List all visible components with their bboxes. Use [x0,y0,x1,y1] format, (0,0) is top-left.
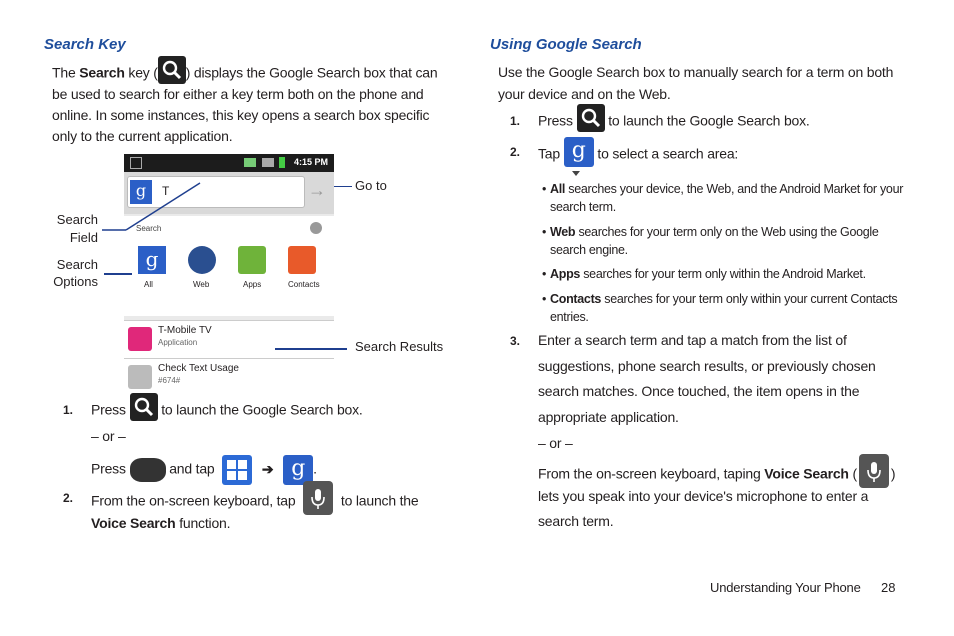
paragraph-line [52,64,437,84]
settings-icon[interactable] [310,222,322,234]
contacts-option-icon[interactable] [288,246,316,274]
footer-section: Understanding Your Phone [710,580,861,595]
callout-search-options-2: Options [53,274,98,289]
callout-line [334,186,352,187]
or-separator: – or – [538,435,573,451]
section-heading-using-google-search: Using Google Search [490,36,642,53]
callout-line [275,348,347,350]
bold-text: Voice Search [91,515,176,531]
apps-grid-icon [222,455,252,485]
text: ) displays the Google Search box that can [185,64,438,81]
text: search engine. [550,243,628,257]
text: Press [538,112,573,129]
text: and tap [169,460,215,477]
paragraph-line: online. In some instances, this key opens a search box specific [52,107,430,123]
step-text [91,489,418,515]
arrow-icon: ➔ [261,460,274,477]
step-number: 1. [63,403,74,417]
tmobile-tv-icon [128,327,152,351]
text: Press [91,460,126,477]
bold-text: Search [79,64,125,81]
bars-icon [262,158,274,167]
google-g-icon: g [564,137,594,167]
step-text [538,112,810,132]
callout-search-results: Search Results [355,339,444,354]
bullet-icon: • [542,292,547,306]
callout-search-field-2: Field [69,230,98,245]
all-option-icon[interactable]: g [138,246,166,274]
result-title: T-Mobile TV [158,325,212,336]
text: searches for your term only within your current Contacts [601,292,898,306]
callout-search-field-1: Search [56,212,98,227]
search-result[interactable] [124,358,334,396]
bullet-icon: • [542,182,547,196]
status-bar [124,154,334,172]
step-text [91,401,363,421]
paragraph-line: only to the current application. [52,128,233,144]
paragraph-line: be used to search for either a key term both on the phone and [52,86,424,102]
text: searches your device, the Web, and the Android Market for your [565,182,904,196]
step-text: search matches. Once touched, the item opens in the [538,383,860,399]
step-number: 3. [510,334,521,348]
bullet-term: All [550,182,566,196]
text: Tap [538,145,560,162]
android-icon [128,365,152,389]
text: key ( [124,64,158,81]
step-text: search term. [538,513,614,529]
or-separator: – or – [91,428,126,444]
notification-icon [130,157,142,169]
text: The [52,64,80,81]
step-text: Enter a search term and tap a match from the list of [538,332,847,348]
text: From the on-screen keyboard, tap [91,492,296,509]
option-label-web: Web [193,280,210,289]
panel-label: Search [136,224,162,233]
paragraph-line: your device and on the Web. [498,86,671,102]
step-number: 2. [510,145,521,159]
bullet-item [542,265,910,283]
text: ) [890,465,896,482]
text: to launch the Google Search box. [608,112,810,129]
step-text [91,455,317,485]
text: function. [175,515,231,531]
step-number: 2. [63,491,74,505]
go-arrow-icon[interactable]: → [308,180,326,200]
google-g-icon[interactable]: g [130,180,152,204]
bullet-term: Apps [550,267,581,281]
text: searches for your term only within the Android Market. [580,267,866,281]
text: search term. [550,200,616,214]
section-heading-search-key: Search Key [44,36,126,53]
result-title: Check Text Usage [158,363,239,374]
paragraph-line: Use the Google Search box to manually search for a term on both [498,64,894,80]
callout-line [104,273,132,275]
page-number: 28 [881,580,896,595]
step-text [91,515,230,531]
callout-search-options-1: Search [56,257,98,272]
text: From the on-screen keyboard, taping [538,465,765,482]
bullet-item [542,223,910,259]
text: searches for your term only on the Web using the Google [575,225,879,239]
apps-option-icon[interactable] [238,246,266,274]
bullet-item [542,290,910,326]
web-option-icon[interactable] [188,246,216,274]
signal-icon [244,158,256,167]
result-subtitle: Application [158,338,198,347]
text: ( [848,465,857,482]
search-key-icon [158,56,186,84]
callout-go-to: Go to [355,178,387,193]
text: Press [91,401,126,418]
bold-text: Voice Search [764,465,849,482]
step-text: appropriate application. [538,409,679,425]
bullet-term: Web [550,225,576,239]
step-number: 1. [510,114,521,128]
bullet-term: Contacts [550,292,602,306]
option-label-contacts: Contacts [288,280,320,289]
bullet-item [542,180,910,216]
search-key-icon [130,393,158,421]
step-text: lets you speak into your device's microphone to enter a [538,488,869,504]
google-g-icon: g [283,455,313,485]
microphone-icon [859,454,889,488]
search-query: T [162,184,170,198]
step-text [538,138,739,167]
result-subtitle: #674# [158,376,181,385]
text: to select a search area: [597,145,739,162]
step-text [538,462,895,488]
microphone-icon [303,481,333,515]
option-label-all: All [144,280,153,289]
search-result[interactable] [124,320,334,359]
step-text: suggestions, phone search results, or previously chosen [538,358,876,374]
search-key-icon [577,104,605,132]
text: . [313,460,317,477]
text: to launch the [340,492,419,509]
callout-line-search-field [100,180,204,232]
battery-icon [279,157,285,168]
clock: 4:15 PM [294,157,329,167]
bullet-icon: • [542,225,547,239]
text: to launch the Google Search box. [161,401,363,418]
option-label-apps: Apps [243,280,262,289]
menu-key-icon [130,458,166,482]
text: entries. [550,310,589,324]
dropdown-caret-icon [572,171,580,176]
bullet-icon: • [542,267,547,281]
